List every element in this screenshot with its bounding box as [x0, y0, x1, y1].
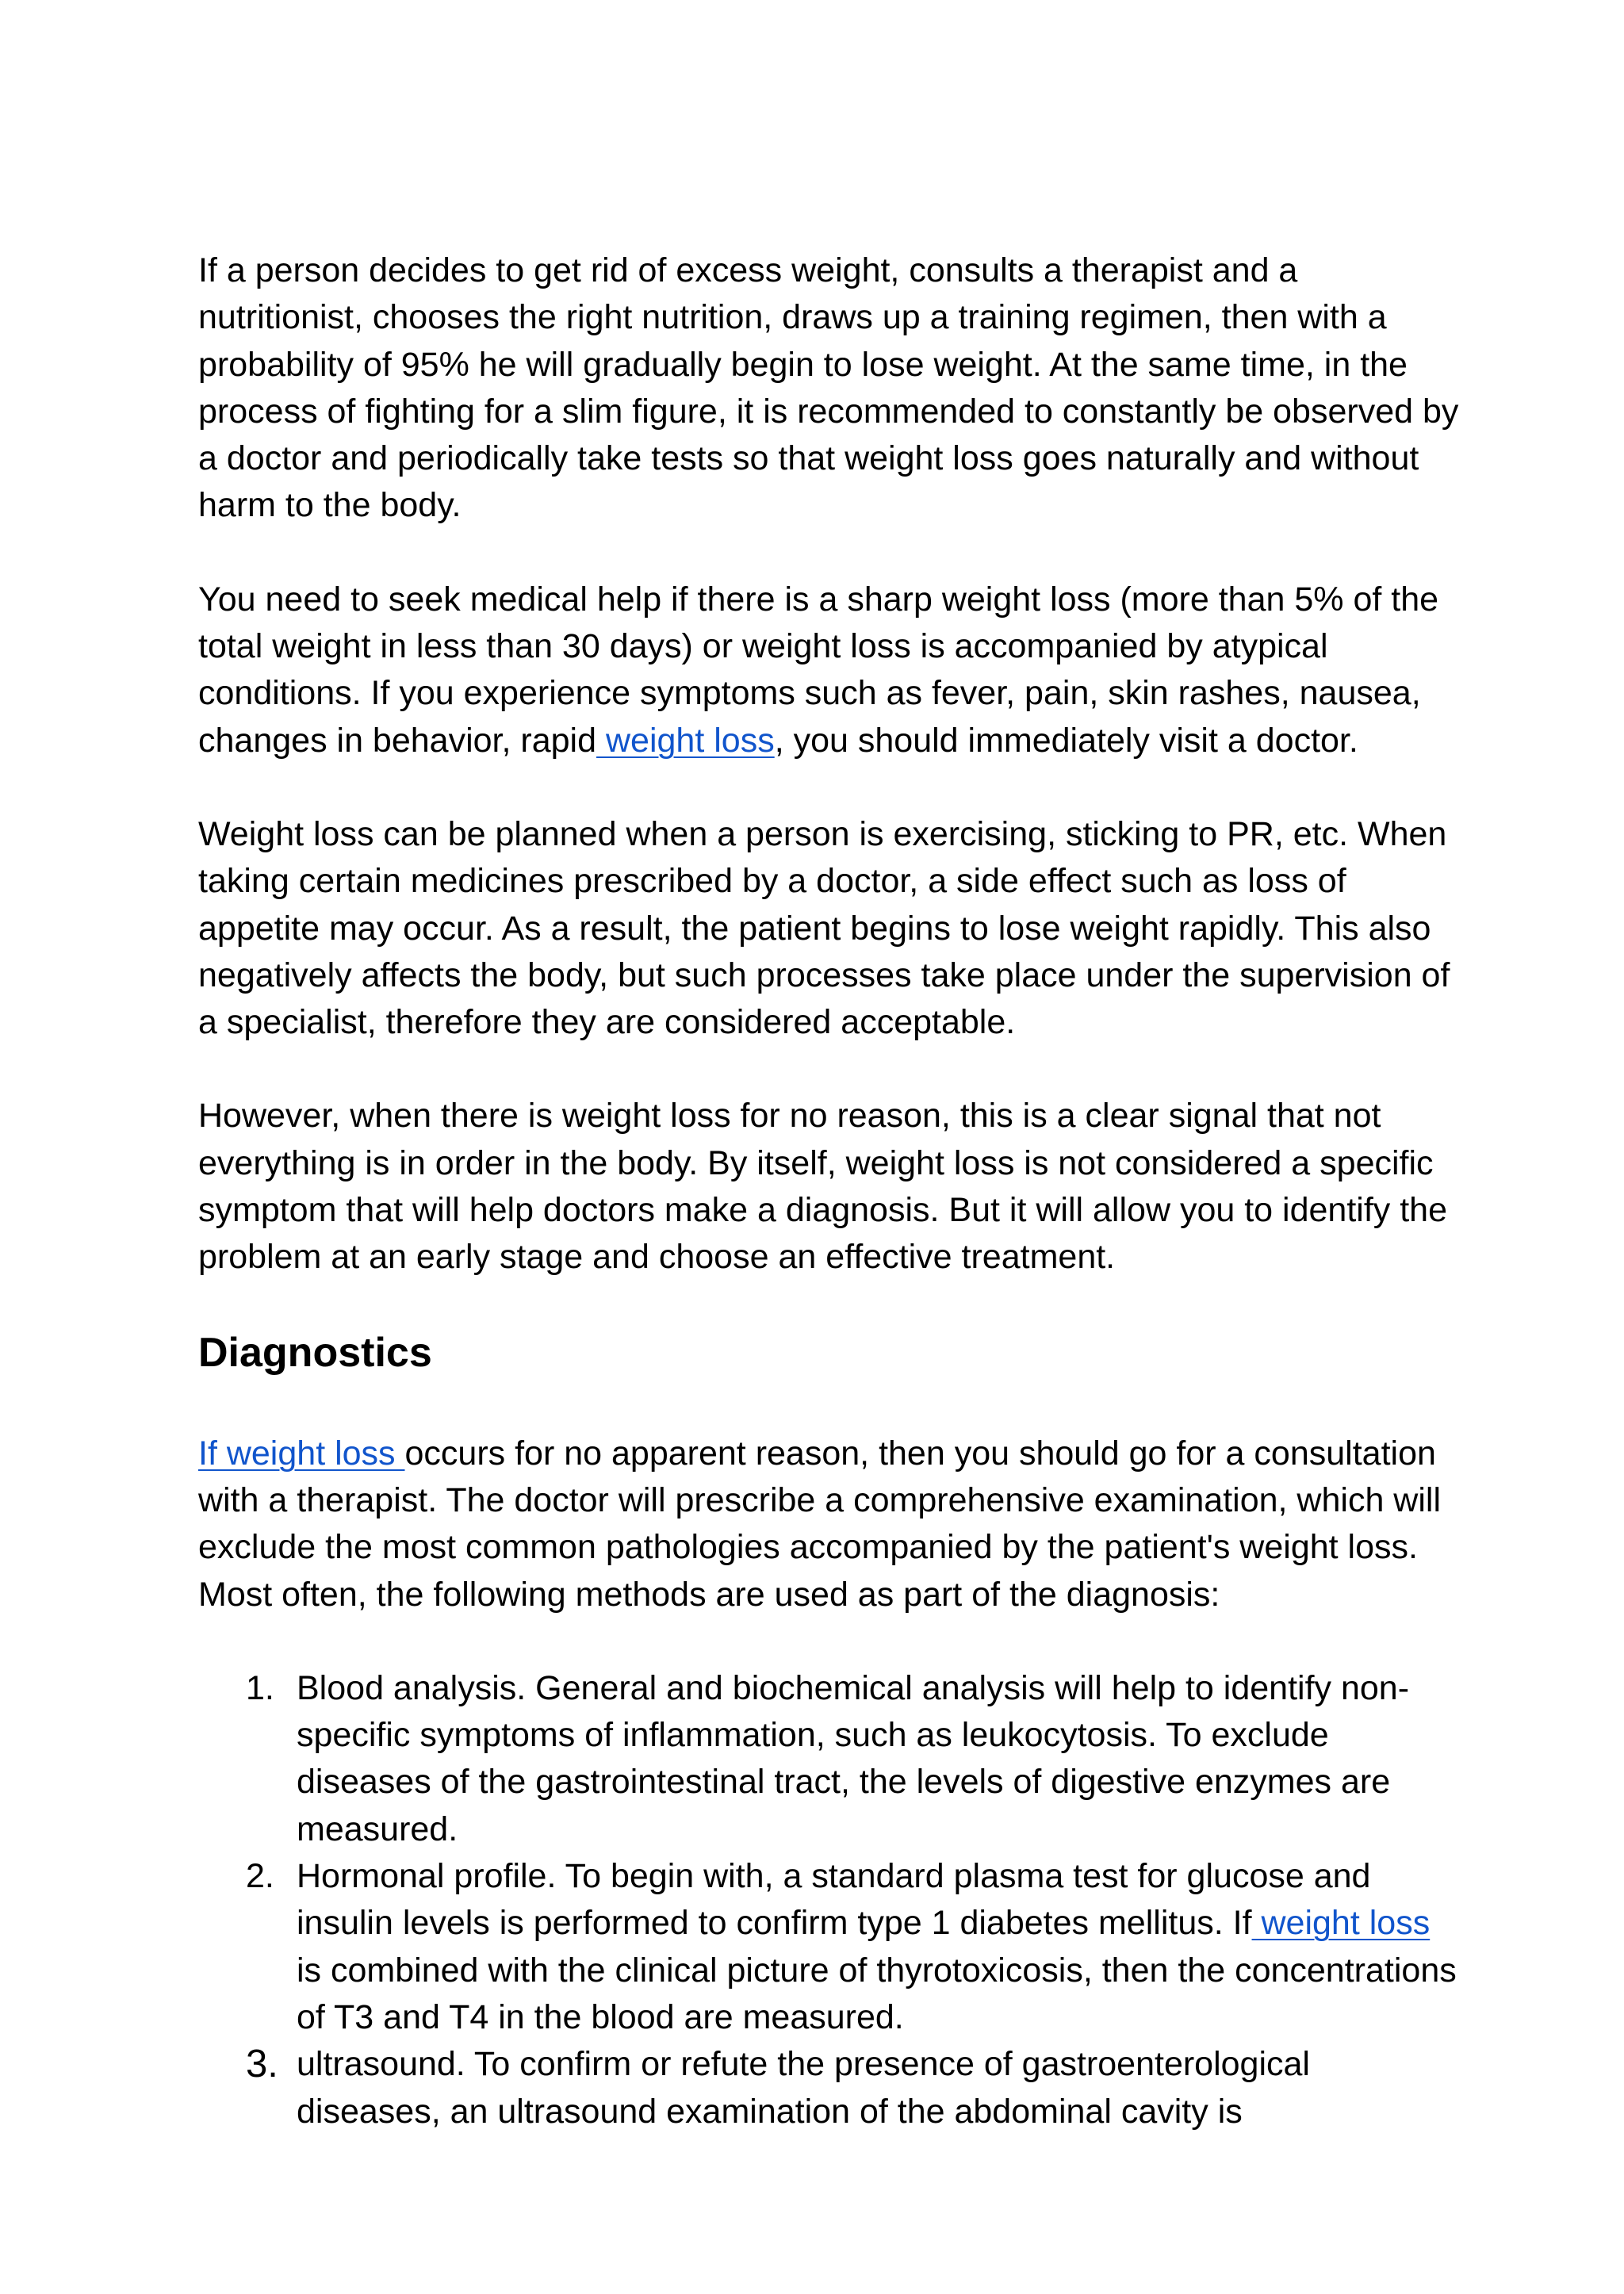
- if-weight-loss-link[interactable]: If weight loss: [198, 1434, 405, 1473]
- list-item-text: ultrasound. To confirm or refute the presence of gastroenterological diseases, an ultrasound examination of the abdominal cavity is: [297, 2045, 1310, 2131]
- list-item-blood-analysis: [198, 1665, 1459, 1853]
- list-item-ultrasound: [198, 2041, 1459, 2135]
- list-number: 1.: [246, 1668, 274, 1707]
- list-number: 3.: [246, 2043, 278, 2086]
- weight-loss-link[interactable]: weight loss: [1251, 1904, 1431, 1943]
- diagnostics-intro: [198, 1430, 1459, 1618]
- list-item-hormonal-profile: [198, 1853, 1459, 2041]
- paragraph-excess-weight: If a person decides to get rid of excess weight, consults a therapist and a nutritionist, chooses the right nutrition, draws up a training regimen, then with a probability of 95% he will gradually begin to lose weight. At the same time, in the process of fighting for a slim figure, it is recommended to constantly be observed by a doctor and periodically take tests so that weight loss goes naturally and without harm to the body.: [198, 251, 1459, 525]
- paragraph-weight-loss-no-reason: However, when there is weight loss for no reason, this is a clear signal that not everything is in order in the body. By itself, weight loss is not considered a specific symptom that will help doctors make a diagnosis. But it will allow you to identify the problem at an early stage and choose an effective treatment.: [198, 1097, 1448, 1277]
- diagnostics-heading: Diagnostics: [198, 1329, 432, 1376]
- document-body: [198, 247, 1459, 2135]
- list-item-text-after-link: is combined with the clinical picture of thyrotoxicosis, then the concentrations of T3 and T4 in the blood are measured.: [297, 1951, 1457, 2036]
- diagnostics-methods-list: [198, 1665, 1459, 2135]
- paragraph-seek-medical-help: [198, 576, 1459, 764]
- diagnostics-intro-text: occurs for no apparent reason, then you should go for a consultation with a therapist. The doctor will prescribe a comprehensive examination, which will exclude the most common pathologies accompanied by the patient's weight loss. Most often, the following methods are used as part of the diagnosis:: [198, 1434, 1442, 1614]
- paragraph-text-after-link: , you should immediately visit a doctor.: [774, 721, 1358, 760]
- paragraph-text-before-link: You need to seek medical help if there is a sharp weight loss (more than 5% of the total weight in less than 30 days) or weight loss is accompanied by atypical conditions. If you experience symptoms such as fever, pain, skin rashes, nausea, changes in behavior, rapid: [198, 580, 1439, 760]
- paragraph-planned-weight-loss: Weight loss can be planned when a person is exercising, sticking to PR, etc. When taking certain medicines prescribed by a doctor, a side effect such as loss of appetite may occur. As a result, the patient begins to lose weight rapidly. This also negatively affects the body, but such processes take place under the supervision of a specialist, therefore they are considered acceptable.: [198, 814, 1450, 1042]
- weight-loss-link[interactable]: weight loss: [596, 721, 775, 760]
- list-item-text-before-link: Hormonal profile. To begin with, a standard plasma test for glucose and insulin levels is performed to confirm type 1 diabetes mellitus. If: [297, 1857, 1371, 1943]
- list-number: 2.: [246, 1857, 274, 1896]
- list-item-text: Blood analysis. General and biochemical analysis will help to identify non-specific symptoms of inflammation, such as leukocytosis. To exclude diseases of the gastrointestinal tract, the levels of digestive enzymes are measured.: [297, 1668, 1410, 1848]
